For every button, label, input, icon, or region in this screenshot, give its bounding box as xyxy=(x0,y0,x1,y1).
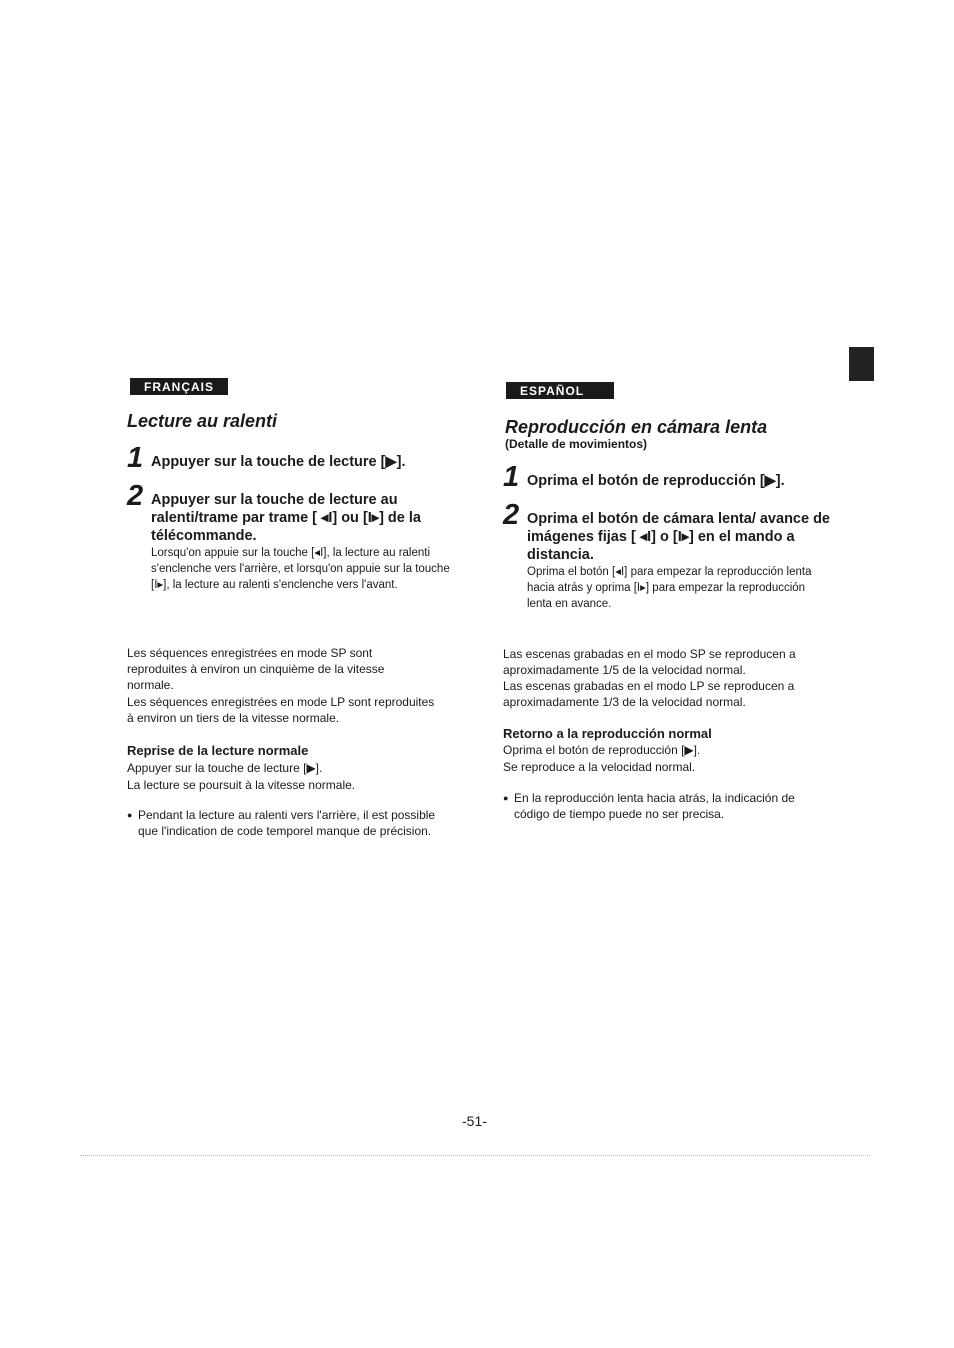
step-text: Appuyer sur la touche de lecture au ralenti/trame par trame [ ◂I] ou [I▸] de la télécommande. xyxy=(151,492,421,544)
spanish-step-1 xyxy=(503,461,833,493)
bullet-icon: ● xyxy=(503,793,509,803)
spanish-subheading: Retorno a la reproducción normal xyxy=(503,726,712,741)
step-text: Oprima el botón de reproducción [▶]. xyxy=(527,473,785,489)
step-number: 1 xyxy=(503,461,520,493)
step-body: Lorsqu'on appuie sur la touche [◂I], la lecture au ralenti s'enclenche vers l'arrière, et lorsqu'on appuie sur la touche [I▸], la lecture au ralenti s'enclenche vers l'avant. xyxy=(151,547,450,591)
spanish-sub-line-1: Oprima el botón de reproducción [▶]. xyxy=(503,743,701,757)
french-subheading: Reprise de la lecture normale xyxy=(127,743,309,758)
spanish-bullet-note xyxy=(503,791,823,822)
spanish-step-2 xyxy=(503,499,833,612)
french-paragraph-sp: Les séquences enregistrées en mode SP sont reproduites à environ un cinquième de la vitesse normale. xyxy=(127,646,385,692)
bullet-text: En la reproducción lenta hacia atrás, la indicación de código de tiempo puede no ser precisa. xyxy=(514,791,795,821)
page-edge-marker xyxy=(849,347,874,381)
french-step-1 xyxy=(127,442,457,474)
page-number: -51- xyxy=(462,1113,487,1129)
spanish-sub-line-2: Se reproduce a la velocidad normal. xyxy=(503,760,696,774)
bullet-icon: ● xyxy=(127,810,133,820)
french-language-tag: FRANÇAIS xyxy=(130,378,228,395)
step-text: Oprima el botón de cámara lenta/ avance de imágenes fijas [ ◂I] o [I▸] en el mando a distancia. xyxy=(527,511,830,563)
spanish-language-tag: ESPAÑOL xyxy=(506,382,614,399)
french-sub-line-1: Appuyer sur la touche de lecture [▶]. xyxy=(127,761,323,775)
french-section-title: Lecture au ralenti xyxy=(127,411,278,431)
spanish-subtitle: (Detalle de movimientos) xyxy=(505,437,648,451)
step-body: Oprima el botón [◂I] para empezar la reproducción lenta hacia atrás y oprima [I▸] para empezar la reproducción lenta en avance. xyxy=(527,566,812,610)
french-bullet-note xyxy=(127,808,447,839)
french-step-2 xyxy=(127,480,457,593)
spanish-section-title: Reproducción en cámara lenta xyxy=(505,417,768,437)
spanish-paragraph-sp: Las escenas grabadas en el modo SP se reproducen a aproximadamente 1/5 de la velocidad normal. xyxy=(503,647,796,677)
step-number: 2 xyxy=(127,480,144,512)
step-number: 2 xyxy=(503,499,520,531)
french-paragraph-lp: Les séquences enregistrées en mode LP sont reproduites à environ un tiers de la vitesse normale. xyxy=(127,695,435,725)
step-text: Appuyer sur la touche de lecture [▶]. xyxy=(151,454,406,470)
bullet-text: Pendant la lecture au ralenti vers l'arrière, il est possible que l'indication de code temporel manque de précision. xyxy=(138,808,436,838)
step-number: 1 xyxy=(127,442,144,474)
footer-rule xyxy=(80,1155,870,1156)
spanish-paragraph-lp: Las escenas grabadas en el modo LP se reproducen a aproximadamente 1/3 de la velocidad normal. xyxy=(503,679,795,709)
french-sub-line-2: La lecture se poursuit à la vitesse normale. xyxy=(127,778,356,792)
